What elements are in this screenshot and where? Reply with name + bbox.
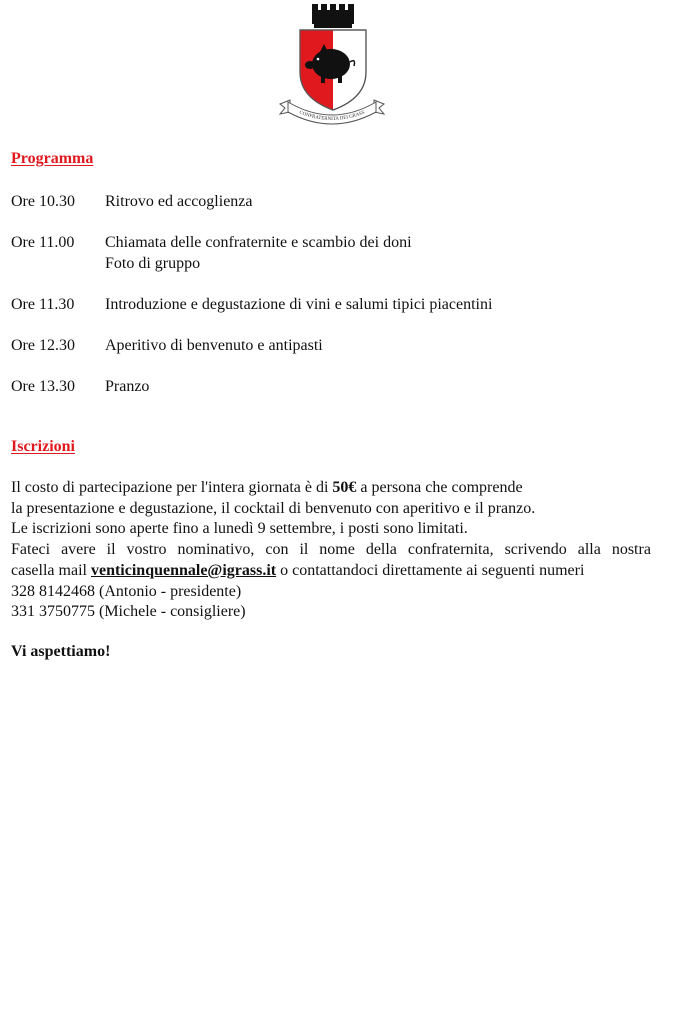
- schedule-description: [105, 335, 651, 356]
- paragraph-line: Le iscrizioni sono aperte fino a lunedì 9 settembre, i posti sono limitati.: [11, 520, 468, 538]
- coat-of-arms-icon: [276, 2, 388, 128]
- contact-president: 328 8142468 (Antonio - presidente): [11, 582, 242, 600]
- paragraph-text: Il costo di partecipazione per l'intera giornata è di: [11, 479, 333, 496]
- word: nominativo,: [177, 541, 255, 559]
- word: il: [106, 541, 116, 559]
- contact-councillor: 331 3750775 (Michele - consigliere): [11, 603, 246, 621]
- confraternita-logo: [276, 2, 388, 128]
- schedule-line: Pranzo: [105, 378, 150, 395]
- word: avere: [61, 541, 96, 559]
- schedule-time: Ore 13.30: [11, 378, 75, 395]
- schedule-item: [11, 294, 651, 315]
- paragraph-text: a persona che comprende: [356, 479, 523, 496]
- paragraph-line-justified: [11, 540, 651, 561]
- banner-text: CONFRATERNITA DEI GRASS: [298, 110, 366, 123]
- word: scrivendo: [504, 541, 567, 559]
- word: nostra: [611, 541, 651, 559]
- word: nome: [319, 541, 355, 559]
- schedule-description: [105, 232, 651, 274]
- schedule-line: Introduzione e degustazione di vini e salumi tipici piacentini: [105, 296, 493, 313]
- word: confraternita,: [407, 541, 494, 559]
- crown-icon: [312, 4, 354, 28]
- schedule-time: Ore 11.30: [11, 296, 75, 313]
- section-title-iscrizioni: Iscrizioni: [11, 438, 75, 455]
- word: alla: [577, 541, 601, 559]
- section-title-programma: Programma: [11, 150, 94, 167]
- word: con: [265, 541, 289, 559]
- word: Fateci: [11, 541, 51, 559]
- schedule-line: Ritrovo ed accoglienza: [105, 193, 253, 210]
- closing-text: Vi aspettiamo!: [11, 643, 111, 660]
- schedule-time: Ore 12.30: [11, 337, 75, 354]
- schedule-time: Ore 10.30: [11, 193, 75, 210]
- schedule-list: [11, 191, 651, 417]
- schedule-line: Foto di gruppo: [105, 255, 201, 272]
- paragraph-line: [11, 478, 651, 499]
- schedule-item: [11, 232, 651, 274]
- schedule-description: [105, 191, 651, 212]
- schedule-time: Ore 11.00: [11, 234, 75, 251]
- schedule-item: [11, 335, 651, 356]
- paragraph-text: casella mail: [11, 561, 91, 579]
- paragraph-line: [11, 561, 651, 582]
- paragraph-line: la presentazione e degustazione, il cocktail di benvenuto con aperitivo e il pranzo.: [11, 499, 536, 517]
- registration-paragraph: [11, 478, 651, 623]
- word: il: [299, 541, 309, 559]
- paragraph-text: o contattandoci direttamente ai seguenti numeri: [276, 561, 585, 579]
- schedule-line: Chiamata delle confraternite e scambio dei doni: [105, 234, 412, 251]
- schedule-description: [105, 376, 651, 397]
- word: della: [365, 541, 397, 559]
- email-link[interactable]: venticinquennale@igrass.it: [90, 561, 277, 579]
- schedule-item: [11, 376, 651, 397]
- word: vostro: [126, 541, 167, 559]
- schedule-description: [105, 294, 651, 315]
- schedule-item: [11, 191, 651, 212]
- schedule-line: Aperitivo di benvenuto e antipasti: [105, 337, 323, 354]
- price-text: 50€: [332, 479, 357, 496]
